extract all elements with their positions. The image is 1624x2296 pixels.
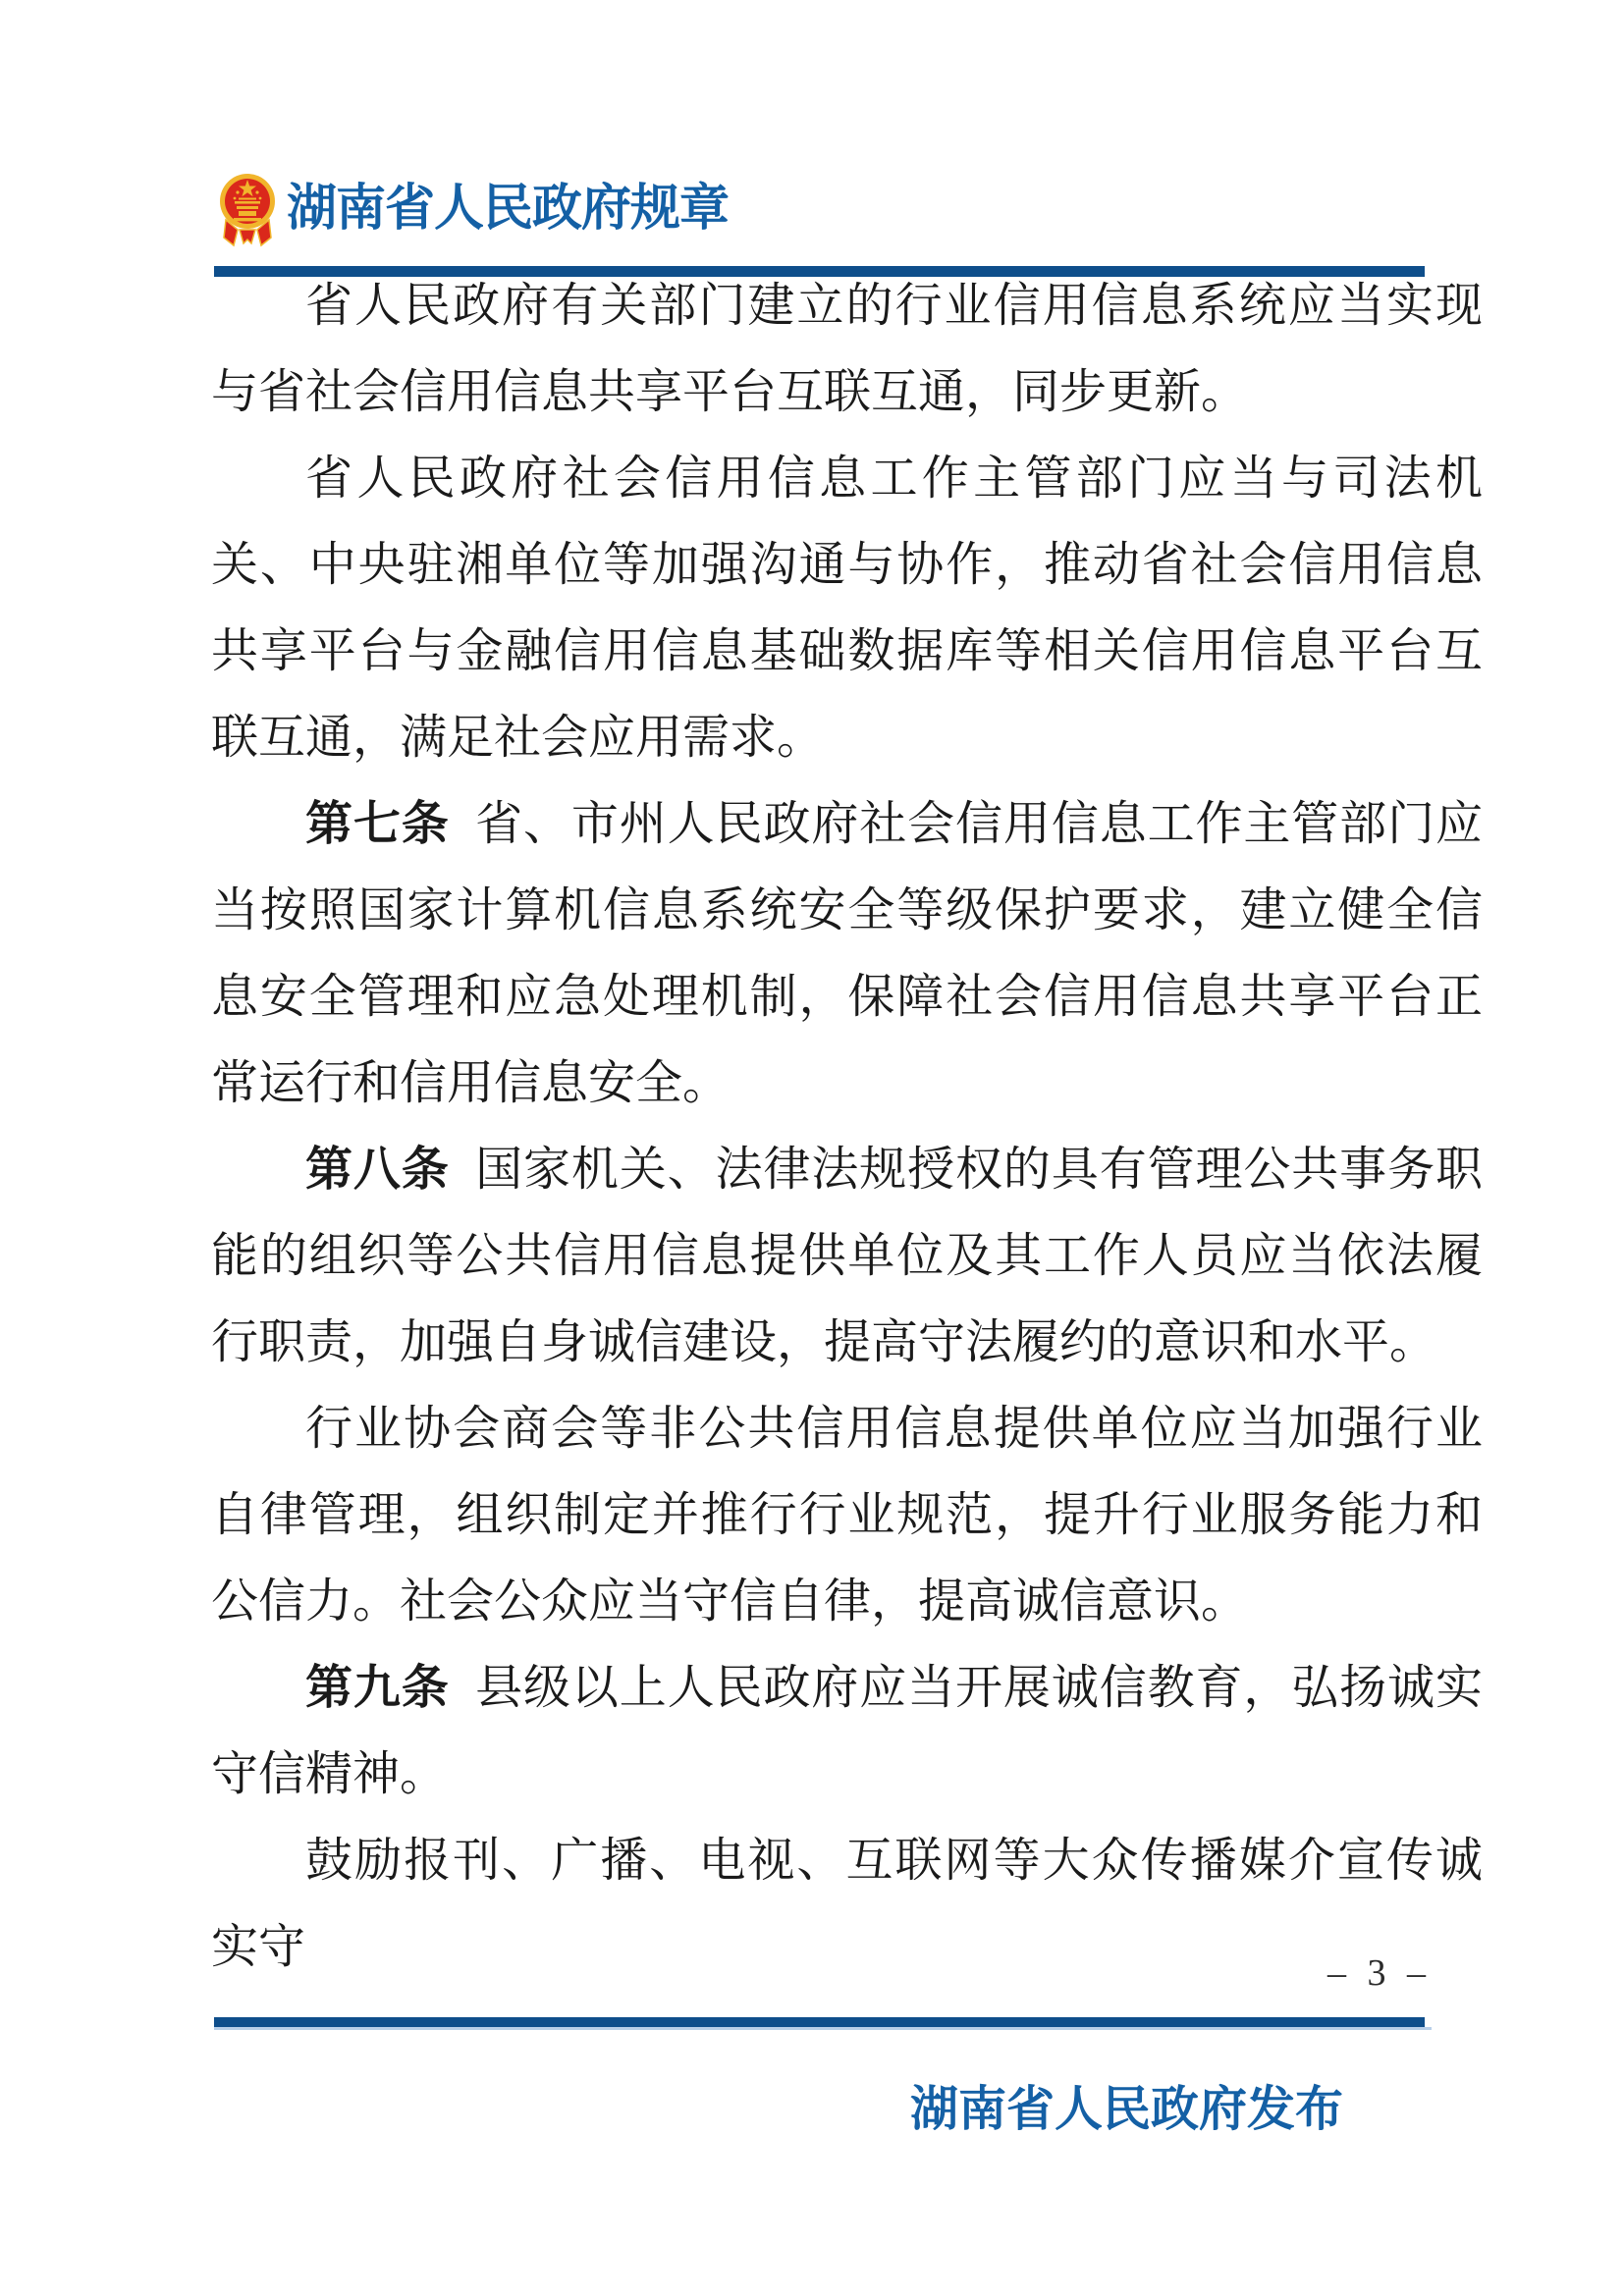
paragraph: 行业协会商会等非公共信用信息提供单位应当加强行业自律管理，组织制定并推行行业规范，提升行业服务能力和公信力。社会公众应当守信自律，提高诚信意识。 — [211, 1403, 1483, 1628]
paragraph: 省人民政府社会信用信息工作主管部门应当与司法机关、中央驻湘单位等加强沟通与协作，推动省社会信用信息共享平台与金融信用信息基础数据库等相关信用信息平台互联互通，满足社会应用需求。 — [211, 453, 1483, 764]
footer-rule-light — [214, 2027, 1432, 2030]
publisher-label: 湖南省人民政府发布 — [909, 2083, 1343, 2136]
article-number: 第八条 — [305, 1144, 450, 1196]
footer-rule — [214, 2017, 1425, 2027]
document-body — [211, 263, 1483, 1991]
paragraph: 省人民政府有关部门建立的行业信用信息系统应当实现与省社会信用信息共享平台互联互通，同步更新。 — [211, 280, 1483, 418]
paragraph: 鼓励报刊、广播、电视、互联网等大众传播媒介宣传诚实守 — [211, 1835, 1483, 1973]
article-number: 第七条 — [305, 798, 450, 850]
national-emblem-icon — [218, 169, 277, 251]
paragraph: 第九条 县级以上人民政府应当开展诚信教育，弘扬诚实守信精神。 — [211, 1662, 1483, 1800]
paragraph: 第七条 省、市州人民政府社会信用信息工作主管部门应当按照国家计算机信息系统安全等级保护要求，建立健全信息安全管理和应急处理机制，保障社会信用信息共享平台正常运行和信用信息安全。 — [211, 798, 1483, 1109]
page-number: – 3 – — [1327, 1952, 1432, 1994]
article-number: 第九条 — [305, 1662, 450, 1714]
paragraph: 第八条 国家机关、法律法规授权的具有管理公共事务职能的组织等公共信用信息提供单位及其工作人员应当依法履行职责，加强自身诚信建设，提高守法履约的意识和水平。 — [211, 1144, 1483, 1368]
page-title: 湖南省人民政府规章 — [287, 180, 730, 236]
